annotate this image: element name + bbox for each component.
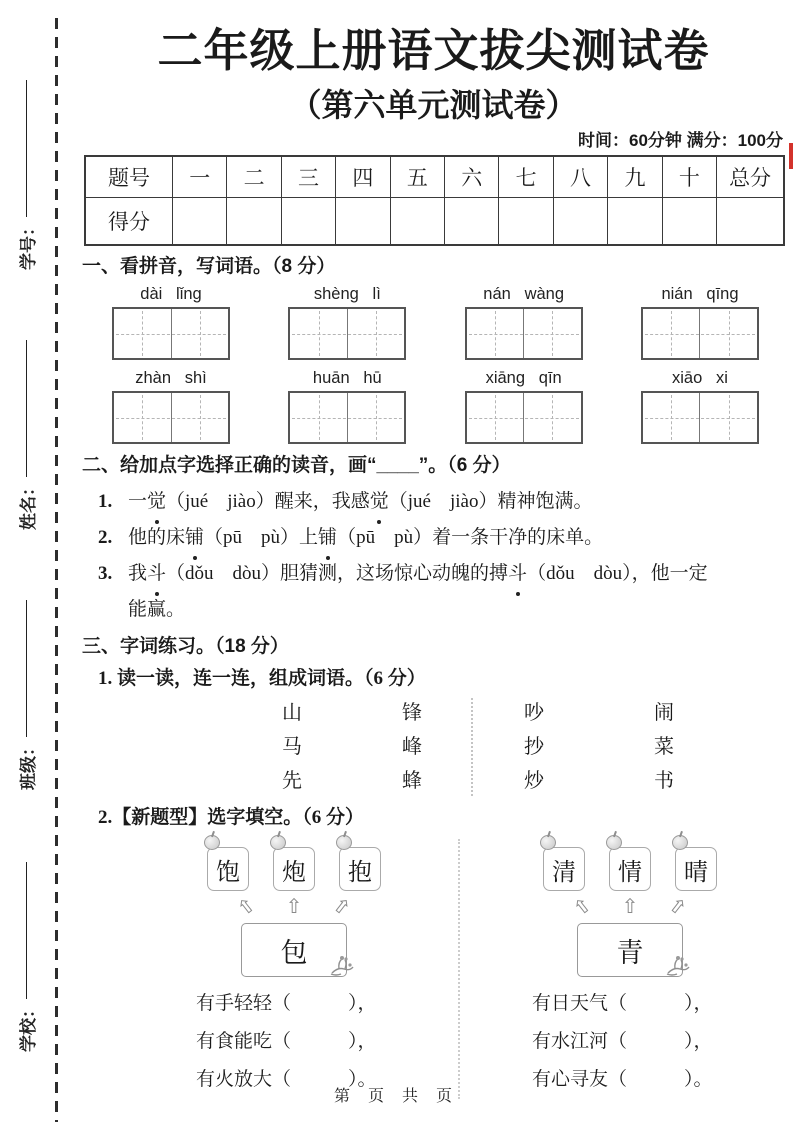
text-run: （dǒu dòu），他一定 [527, 563, 708, 584]
match-char[interactable]: 闹 [654, 702, 674, 724]
text-run: （pū pù）着一条干净的床单。 [337, 527, 604, 548]
pinyin-unit [112, 285, 230, 360]
writing-box[interactable] [112, 391, 230, 444]
score-column-header: 一 [172, 157, 226, 197]
pinyin-label: xiāo xi [672, 369, 728, 387]
pinyin-writing-area [82, 285, 785, 444]
writing-cell[interactable] [114, 309, 171, 358]
pinyin-label: zhàn shì [135, 369, 207, 387]
school-blank-line[interactable] [25, 862, 27, 999]
fill-sentence: 有水江河（ ）， [532, 1031, 713, 1052]
text-run: 他的床 [128, 527, 186, 548]
text-run: 一 [128, 491, 148, 512]
pronunciation-items [82, 484, 785, 628]
margin-divider [55, 18, 58, 1122]
score-column-header: 七 [498, 157, 552, 197]
margin-field-class [15, 600, 37, 790]
writing-box[interactable] [641, 307, 759, 360]
writing-cell[interactable] [347, 393, 405, 442]
writing-cell[interactable] [467, 309, 524, 358]
question-number: 2. [98, 527, 113, 548]
pinyin-unit [288, 285, 406, 360]
option-card[interactable]: 情 [609, 847, 651, 891]
writing-cell[interactable] [699, 309, 757, 358]
score-cell[interactable] [226, 198, 280, 244]
score-cell[interactable] [335, 198, 389, 244]
pinyin-label: dài lǐng [140, 285, 202, 303]
base-char-box: 包 [241, 923, 347, 977]
sprout-icon [662, 953, 692, 984]
matching-exercise [257, 696, 785, 798]
fill-sentence: 有食能吃（ ）， [196, 1031, 377, 1052]
score-column-header: 二 [226, 157, 280, 197]
section-2-heading: 二、给加点字选择正确的读音，画“____”。（6 分） [82, 455, 511, 476]
pinyin-unit [641, 369, 759, 444]
margin-field-school [15, 862, 37, 1052]
text-run: （jué jiào）醒来，我感 [166, 491, 370, 512]
subitem-2-heading: 2.【新题型】选字填空。（6 分） [98, 807, 365, 828]
score-header-label: 题号 [108, 166, 150, 190]
fill-sentence: 有手轻轻（ ）， [196, 993, 377, 1014]
fill-sentence: 有火放大（ ）。 [196, 1069, 377, 1090]
pin-icon [336, 835, 352, 850]
writing-box[interactable] [288, 391, 406, 444]
score-cell[interactable] [390, 198, 444, 244]
pinyin-unit [288, 369, 406, 444]
score-column-header: 总分 [716, 157, 783, 197]
pinyin-label: shèng lì [313, 285, 381, 303]
match-char[interactable]: 炒 [524, 770, 544, 792]
emphasized-char: 铺 [318, 520, 337, 556]
question-text [128, 520, 785, 556]
pin-icon [270, 835, 286, 850]
red-edge-mark [789, 143, 793, 169]
pin-icon [672, 835, 688, 850]
up-arrow-icon: ⇧ [621, 896, 639, 918]
pinyin-label: huān hū [312, 369, 382, 387]
emphasized-char: 斗 [147, 556, 166, 592]
page-title: 二年级上册语文拔尖测试卷 [157, 25, 710, 76]
name-label: 姓名： [18, 479, 38, 530]
text-run: （dǒu dòu）胆猜测，这场惊心动魄的搏 [166, 563, 509, 584]
choose-group [480, 835, 780, 1099]
up-arrow-icon: ⇧ [327, 893, 355, 922]
base-char-box: 青 [577, 923, 683, 977]
up-arrow-icon: ⇧ [233, 893, 260, 922]
writing-cell[interactable] [290, 309, 347, 358]
option-card[interactable]: 清 [543, 847, 585, 891]
match-char[interactable]: 蜂 [402, 770, 422, 792]
match-char[interactable]: 吵 [524, 702, 544, 724]
writing-box[interactable] [465, 391, 583, 444]
match-char[interactable]: 锋 [402, 702, 422, 724]
emphasized-char: 斗 [508, 556, 527, 592]
score-column-header: 三 [281, 157, 335, 197]
match-char[interactable]: 峰 [402, 736, 422, 758]
score-column-header: 四 [335, 157, 389, 197]
pinyin-unit [465, 285, 583, 360]
up-arrow-icon: ⇧ [285, 896, 303, 918]
emphasized-char: 觉 [370, 484, 389, 520]
score-column-header: 五 [390, 157, 444, 197]
question-text [128, 556, 785, 628]
sprout-icon [326, 953, 356, 984]
section-1-heading: 一、看拼音，写词语。（8 分） [82, 256, 336, 277]
score-column-header: 六 [444, 157, 498, 197]
score-table-header-row [86, 157, 783, 197]
score-column-header: 十 [662, 157, 716, 197]
writing-cell[interactable] [523, 309, 581, 358]
emphasized-char: 铺 [185, 520, 204, 556]
question-text [128, 484, 785, 520]
pinyin-row [82, 285, 785, 360]
score-table [84, 155, 785, 246]
text-run: （jué jiào）精神饱满。 [388, 491, 593, 512]
score-table-score-row [86, 197, 783, 244]
score-cell[interactable] [444, 198, 498, 244]
writing-cell[interactable] [347, 309, 405, 358]
score-row-label: 得分 [108, 210, 150, 234]
score-column-header: 八 [553, 157, 607, 197]
student-id-blank-line[interactable] [25, 80, 27, 217]
text-run: （pū pù）上 [204, 527, 319, 548]
page-footer: 第 页 共 页 [333, 1088, 459, 1105]
question-item [98, 520, 785, 556]
exam-page [60, 0, 793, 1099]
student-id-label: 学号： [18, 219, 38, 270]
score-cell[interactable] [607, 198, 661, 244]
up-arrow-icon: ⇧ [569, 893, 596, 922]
score-column-header: 九 [607, 157, 661, 197]
score-cell[interactable] [553, 198, 607, 244]
dotted-divider [458, 839, 460, 1099]
dotted-divider [471, 698, 473, 796]
page-subtitle: （第六单元测试卷） [289, 87, 578, 123]
margin-field-student-id [15, 80, 37, 270]
fill-sentence: 有日天气（ ）， [532, 993, 713, 1014]
question-item [98, 484, 785, 520]
writing-box[interactable] [112, 307, 230, 360]
writing-cell[interactable] [523, 393, 581, 442]
writing-cell[interactable] [699, 393, 757, 442]
section-3-heading: 三、字词练习。（18 分） [82, 636, 289, 657]
text-run: 我 [128, 563, 148, 584]
writing-cell[interactable] [171, 393, 229, 442]
margin-field-name [15, 340, 37, 530]
subitem-1-heading: 1. 读一读，连一连，组成词语。（6 分） [98, 668, 426, 689]
match-char[interactable]: 菜 [654, 736, 674, 758]
score-cell[interactable] [716, 198, 783, 244]
pinyin-unit [465, 369, 583, 444]
option-cards-row [144, 847, 444, 891]
question-number: 3. [98, 563, 113, 584]
option-card[interactable]: 饱 [207, 847, 249, 891]
text-run: 能赢。 [128, 599, 186, 620]
pinyin-label: nán wàng [483, 285, 565, 303]
match-column-2 [377, 696, 447, 798]
arrows-row [480, 893, 780, 922]
up-arrow-icon: ⇧ [663, 893, 691, 922]
match-char[interactable]: 马 [282, 736, 302, 758]
choose-character-exercise [144, 835, 785, 1099]
school-label: 学校： [18, 1001, 38, 1052]
score-cell[interactable] [498, 198, 552, 244]
class-label: 班级： [18, 739, 38, 790]
match-char[interactable]: 先 [282, 770, 302, 792]
match-column-4 [629, 696, 699, 798]
writing-box[interactable] [288, 307, 406, 360]
writing-box[interactable] [465, 307, 583, 360]
name-blank-line[interactable] [25, 340, 27, 477]
score-cell[interactable] [281, 198, 335, 244]
fill-sentence: 有心寻友（ ）。 [532, 1069, 713, 1090]
exam-meta: 时间：60分钟 满分：100分 [578, 131, 783, 150]
match-column-3 [499, 696, 569, 798]
class-blank-line[interactable] [25, 600, 27, 737]
pinyin-label: nián qīng [661, 285, 739, 303]
option-card[interactable]: 晴 [675, 847, 717, 891]
score-cell[interactable] [662, 198, 716, 244]
writing-cell[interactable] [114, 393, 171, 442]
writing-cell[interactable] [643, 393, 700, 442]
match-char[interactable]: 书 [654, 770, 674, 792]
pin-icon [540, 835, 556, 850]
score-cell[interactable] [172, 198, 226, 244]
writing-cell[interactable] [643, 309, 700, 358]
match-char[interactable]: 抄 [524, 736, 544, 758]
writing-cell[interactable] [171, 309, 229, 358]
option-card[interactable]: 抱 [339, 847, 381, 891]
pin-icon [204, 835, 220, 850]
question-item [98, 556, 785, 628]
pinyin-unit [112, 369, 230, 444]
pinyin-label: xiāng qīn [485, 369, 562, 387]
match-column-1 [257, 696, 327, 798]
arrows-row [144, 893, 444, 922]
question-number: 1. [98, 491, 113, 512]
choose-group [144, 835, 444, 1099]
match-char[interactable]: 山 [282, 702, 302, 724]
pinyin-unit [641, 285, 759, 360]
writing-cell[interactable] [290, 393, 347, 442]
writing-cell[interactable] [467, 393, 524, 442]
writing-box[interactable] [641, 391, 759, 444]
emphasized-char: 觉 [147, 484, 166, 520]
option-card[interactable]: 炮 [273, 847, 315, 891]
pin-icon [606, 835, 622, 850]
option-cards-row [480, 847, 780, 891]
pinyin-row [82, 369, 785, 444]
